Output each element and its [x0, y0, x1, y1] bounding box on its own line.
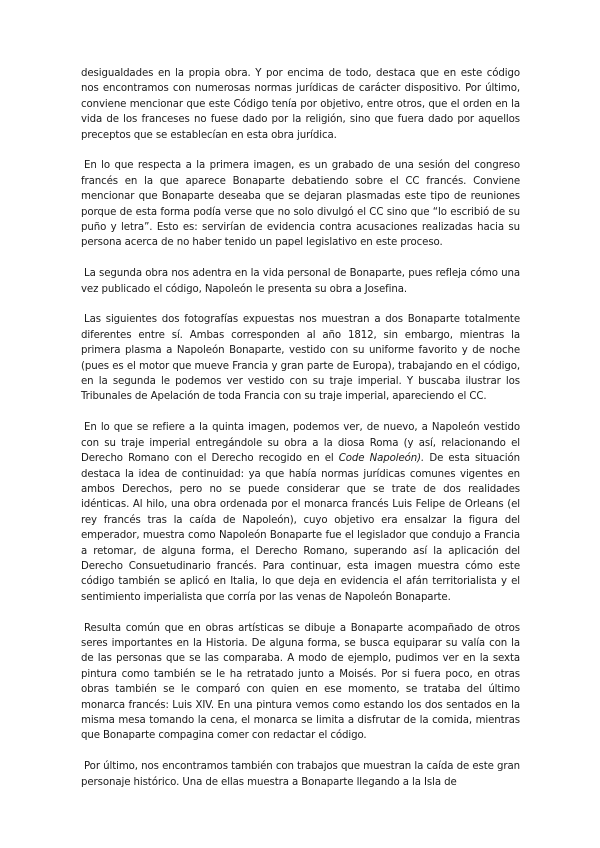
paragraph-4: Las siguientes dos fotografías expuestas nos muestran a dos Bonaparte totalmente diferentes entre sí. Ambas corresponden al año 1812, sin embargo, mientras la primera plasma a Napoleón Bonaparte, vestido con su uniforme favorito y de noche (pues es el motor que mueve Francia y gran parte de Europa), trabajando en el código, en la segunda le podemos ver vestido con su traje imperial. Y buscaba ilustrar los Tribunales de Apelación de toda Francia con su traje imperial, apareciendo el CC.: [81, 314, 520, 403]
paragraph-5-text-before: En lo que se refiere a la quinta imagen, podemos ver, de nuevo, a Napoleón vestido con su traje imperial entregándole su obra a la diosa Roma (y así, relacionando el Derecho Romano con el Derecho recogido en el: [81, 422, 520, 465]
paragraph-1: desigualdades en la propia obra. Y por encima de todo, destaca que en este código nos encontramos con numerosas normas jurídicas de carácter dispositivo. Por último, conviene mencionar que este Código tenía por objetivo, entre otros, que el orden en la vida de los franceses no fuese dado por la religión, sino que fuera dado por aquellos preceptos que se establecían en esta obra jurídica.: [81, 68, 520, 141]
paragraph-6: Resulta común que en obras artísticas se dibuje a Bonaparte acompañado de otros seres importantes en la Historia. De alguna forma, se busca equiparar su valía con la de las personas que se las comparaba. A modo de ejemplo, pudimos ver en la sexta pintura como también se le ha retratado junto a Moisés. Por si fuera poco, en otras obras también se le comparó con quien en ese momento, se trataba del último monarca francés: Luis XIV. En una pintura vemos como estando los dos sentados en la misma mesa tomando la cena, el monarca se limita a disfrutar de la comida, mientras que Bonaparte compagina comer con redactar el código.: [81, 622, 520, 742]
paragraph-5-italic-title: Code Napoleón).: [338, 453, 425, 465]
paragraph-7: Por último, nos encontramos también con trabajos que muestran la caída de este gran personaje histórico. Una de ellas muestra a Bonaparte llegando a la Isla de: [81, 761, 520, 788]
paragraph-5: [81, 420, 520, 605]
paragraph-3: La segunda obra nos adentra en la vida personal de Bonaparte, pues refleja cómo una vez publicado el código, Napoleón le presenta su obra a Josefina.: [81, 268, 520, 295]
paragraph-2: En lo que respecta a la primera imagen, es un grabado de una sesión del congreso francés en la que aparece Bonaparte debatiendo sobre el CC francés. Conviene mencionar que Bonaparte deseaba que se dejaran plasmadas este tipo de reuniones porque de esta forma podía verse que no solo divulgó el CC sino que “lo escribió de su puño y letra”. Esto es: servirían de evidencia contra acusaciones realizadas hacia su persona acerca de no haber tenido un papel legislativo en este proceso.: [81, 160, 520, 249]
paragraph-5-text-after: De esta situación destaca la idea de continuidad: ya que había normas jurídicas comunes vigentes en ambos Derechos, pero no se puede considerar que se trate de dos realidades idénticas. Al hilo, una obra ordenada por el monarca francés Luis Felipe de Orleans (el rey francés tras la caída de Napoleón), cuyo objetivo era ensalzar la figura del emperador, muestra como Napoleón Bonaparte fue el legislador que condujo a Francia a retomar, de alguna forma, el Derecho Romano, superando así la aplicación del Derecho Consuetudinario francés. Para continuar, esta imagen muestra cómo este código también se aplicó en Italia, lo que deja en evidencia el afán territorialista y el sentimiento imperialista que corría por las venas de Napoleón Bonaparte.: [81, 453, 521, 603]
